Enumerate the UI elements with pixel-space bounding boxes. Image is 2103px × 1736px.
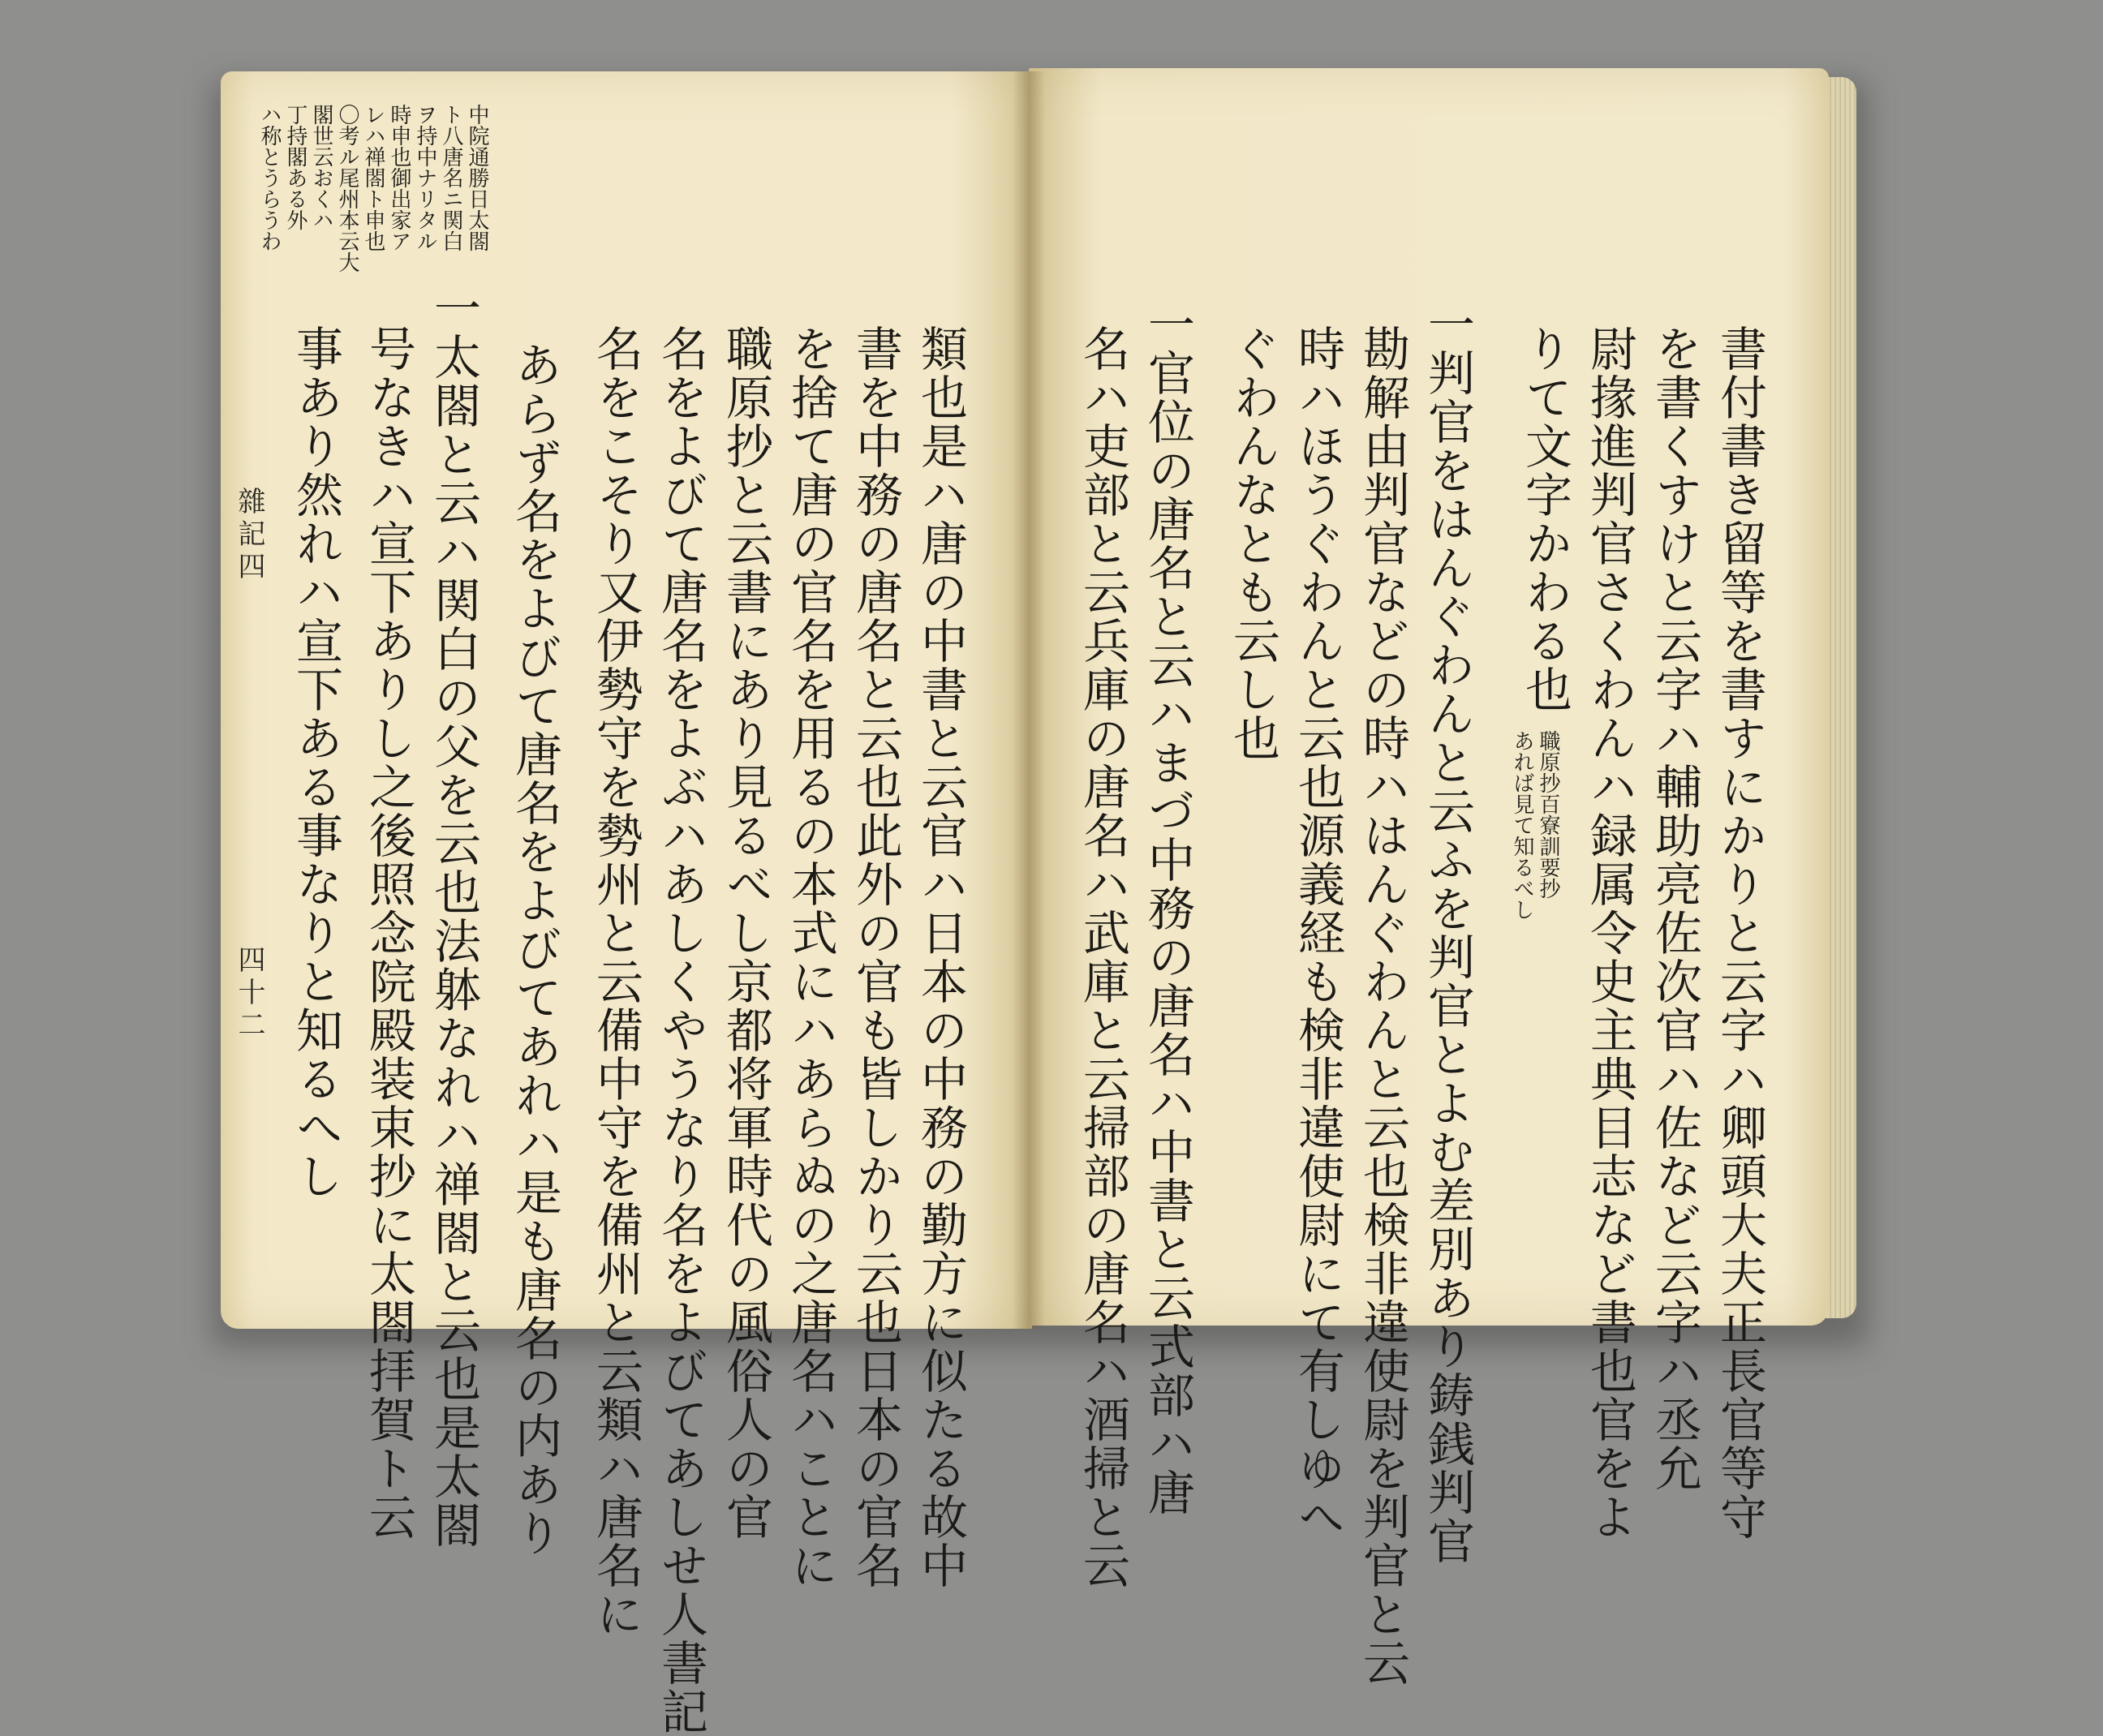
right-text-column: を書くすけと云字ハ輔助亮佐次官ハ佐など云字ハ丞允: [1647, 324, 1702, 1493]
left-text-column: 類也是ハ唐の中書と云官ハ日本の中務の勤方に似たる故中: [913, 324, 968, 1590]
left-note-line: 丁持閣ある外: [283, 104, 307, 230]
right-text-column: 尉掾進判官さくわんハ録属令史主典目志など書也官をよ: [1582, 324, 1637, 1541]
margin-title: 雜記四: [233, 487, 265, 584]
right-text-column: 一官位の唐名と云ハまづ中務の唐名ハ中書と云式部ハ唐: [1140, 300, 1195, 1517]
left-text-column: あらず名をよびて唐名をよびてあれハ是も唐名の内あり: [507, 341, 562, 1558]
left-note-line: ト八唐名ニ関白: [439, 104, 463, 251]
left-note-line: 閣世云おくハ: [309, 104, 333, 230]
left-note-line: 時申也御出家ア: [387, 104, 411, 251]
right-text-column: りて文字かわる也: [1517, 324, 1572, 714]
left-text-column: 名をよびて唐名をよぶハあしくやうなり名をよびてあしせ人書記: [653, 324, 708, 1736]
left-text-column: 号なきハ宣下ありし之後照念院殿装束抄に太閤拝賀ト云: [361, 324, 416, 1541]
left-note-line: 〇考ル尾州本云大: [335, 104, 359, 273]
right-text-column: 一判官をはんぐわんと云ふを判官とよむ差別あり鋳銭判官: [1420, 300, 1475, 1566]
right-text-column: 名ハ吏部と云兵庫の唐名ハ武庫と云掃部の唐名ハ酒掃と云: [1075, 324, 1130, 1590]
left-text-column: 書を中務の唐名と云也此外の官も皆しかり云也日本の官名: [848, 324, 903, 1590]
right-text-column: ぐわんなとも云し也: [1225, 324, 1280, 763]
left-note-line: 中院通勝日太閤: [465, 104, 489, 251]
right-note-line: あれば見て知るべし: [1510, 730, 1534, 920]
book-gutter: [1013, 71, 1045, 1329]
right-text-column: 時ハほうぐわんと云也源義経も検非違使尉にて有しゆへ: [1290, 324, 1345, 1541]
left-text-column: を捨て唐の官名を用るの本式にハあらぬの之唐名ハことに: [783, 324, 838, 1590]
left-text-column: 事あり然れハ宣下ある事なりと知るへし: [288, 324, 343, 1201]
left-text-column: 職原抄と云書にあり見るべし京都将軍時代の風俗人の官: [718, 324, 773, 1541]
left-note-line: レハ禅閤ト申也: [361, 104, 385, 251]
left-note-line: ハ称とうらうわ: [257, 104, 282, 251]
left-note-line: ヲ持中ナリタル: [413, 104, 437, 251]
right-text-column: 書付書き留等を書すにかりと云字ハ卿頭大夫正長官等守: [1712, 324, 1767, 1541]
right-note-line: 職原抄百寮訓要抄: [1536, 730, 1560, 899]
left-text-column: 一太閤と云ハ関白の父を云也法躰なれハ禅閤と云也是太閤: [426, 284, 481, 1549]
page-number: 四十二: [233, 945, 265, 1042]
left-text-column: 名をこそり又伊勢守を勢州と云備中守を備州と云類ハ唐名に: [588, 324, 643, 1639]
right-text-column: 勘解由判官などの時ハはんぐわんと云也検非違使尉を判官と云: [1355, 324, 1410, 1687]
